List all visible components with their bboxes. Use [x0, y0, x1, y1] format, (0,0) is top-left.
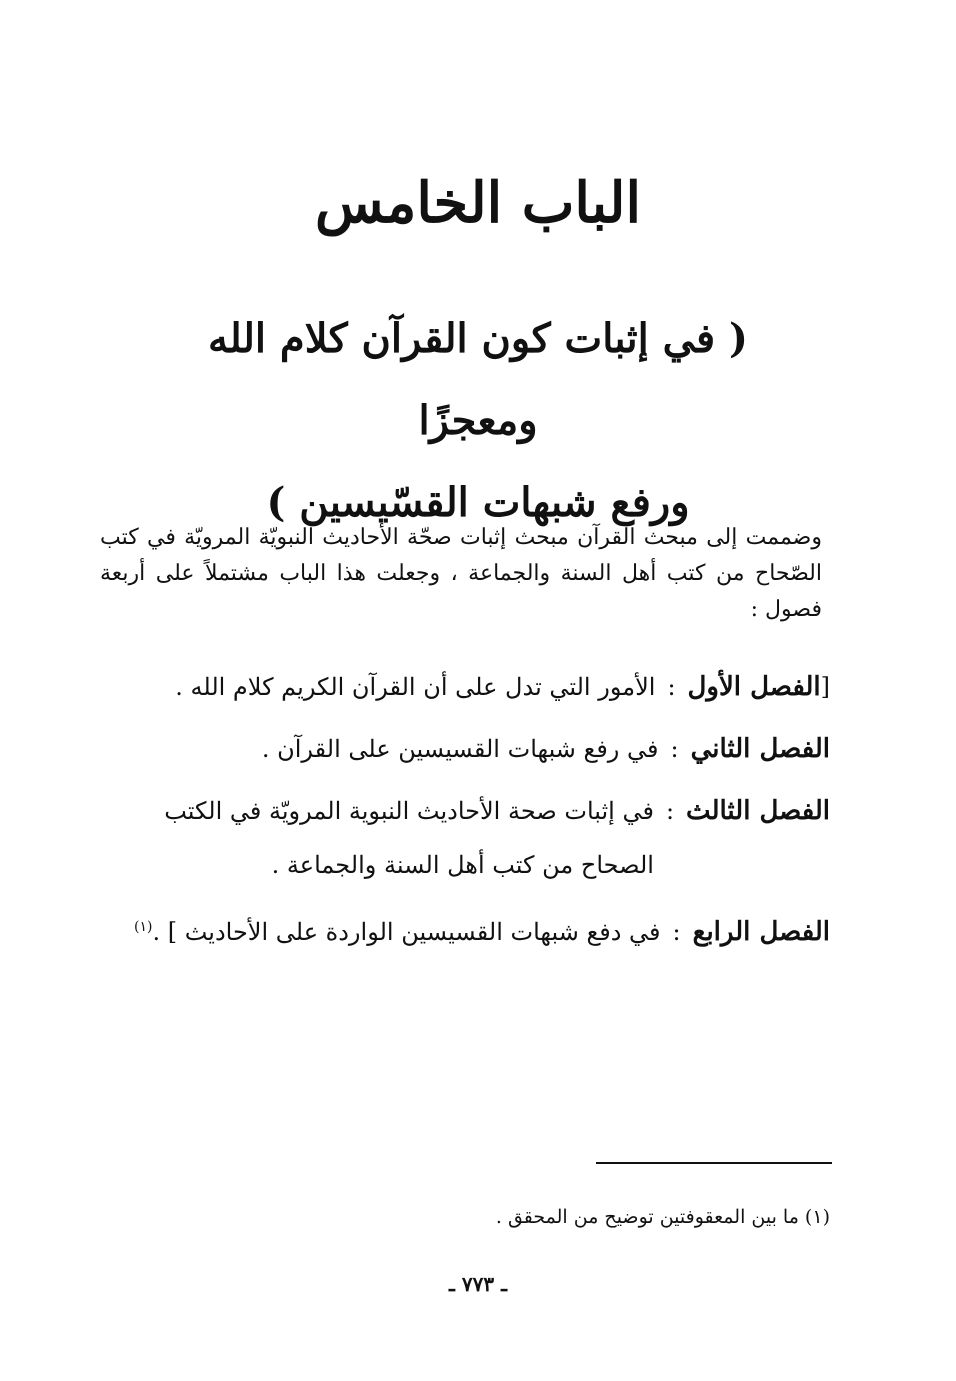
chapter-colon: : [665, 797, 675, 825]
chapter-label: الفصل الرابع [692, 917, 830, 947]
footnote: (١) ما بين المعقوفتين توضيح من المحقق . [495, 1206, 830, 1228]
chapter-text-body: في دفع شبهات القسيسين الواردة على الأحاديث ] . [152, 918, 661, 946]
open-bracket: [ [820, 673, 830, 701]
chapter-item-1 [96, 660, 830, 714]
chapter-colon: : [670, 735, 679, 763]
chapter-item-3 [96, 784, 830, 892]
subtitle-line-1: ( في إثبات كون القرآن كلام الله ومعجزًا [208, 315, 748, 444]
chapter-list [96, 660, 830, 967]
chapter-text [96, 900, 661, 959]
chapter-subtitle [150, 298, 806, 544]
chapter-item-2 [96, 722, 830, 776]
chapter-colon: : [667, 673, 676, 701]
subtitle-line-2: ورفع شبهات القسّيسين ) [266, 479, 690, 526]
chapter-label: الفصل الأول [687, 672, 821, 702]
chapter-label: الفصل الثاني [690, 734, 830, 764]
chapter-text: في رفع شبهات القسيسين على القرآن . [261, 735, 659, 763]
intro-paragraph: وضممت إلى مبحث القرآن مبحث إثبات صحّة الأحاديث النبويّة المرويّة في كتب الصّحاح من كتب أهل السنة والجماعة ، وجعلت هذا الباب مشتملاً على أربعة فصول : [100, 525, 822, 622]
chapter-text: الأمور التي تدل على أن القرآن الكريم كلام الله . [175, 673, 656, 701]
footnote-divider [596, 1162, 832, 1164]
footnote-reference: (١) [133, 919, 153, 935]
chapter-text: في إثبات صحة الأحاديث النبوية المرويّة في الكتب الصحاح من كتب أهل السنة والجماعة . [164, 797, 654, 879]
chapter-label: الفصل الثالث [686, 796, 830, 826]
page-number: ـ ٧٧٣ ـ [449, 1272, 507, 1296]
chapter-colon: : [672, 918, 681, 946]
chapter-item-4 [96, 900, 830, 959]
chapter-title: الباب الخامس [314, 170, 642, 236]
